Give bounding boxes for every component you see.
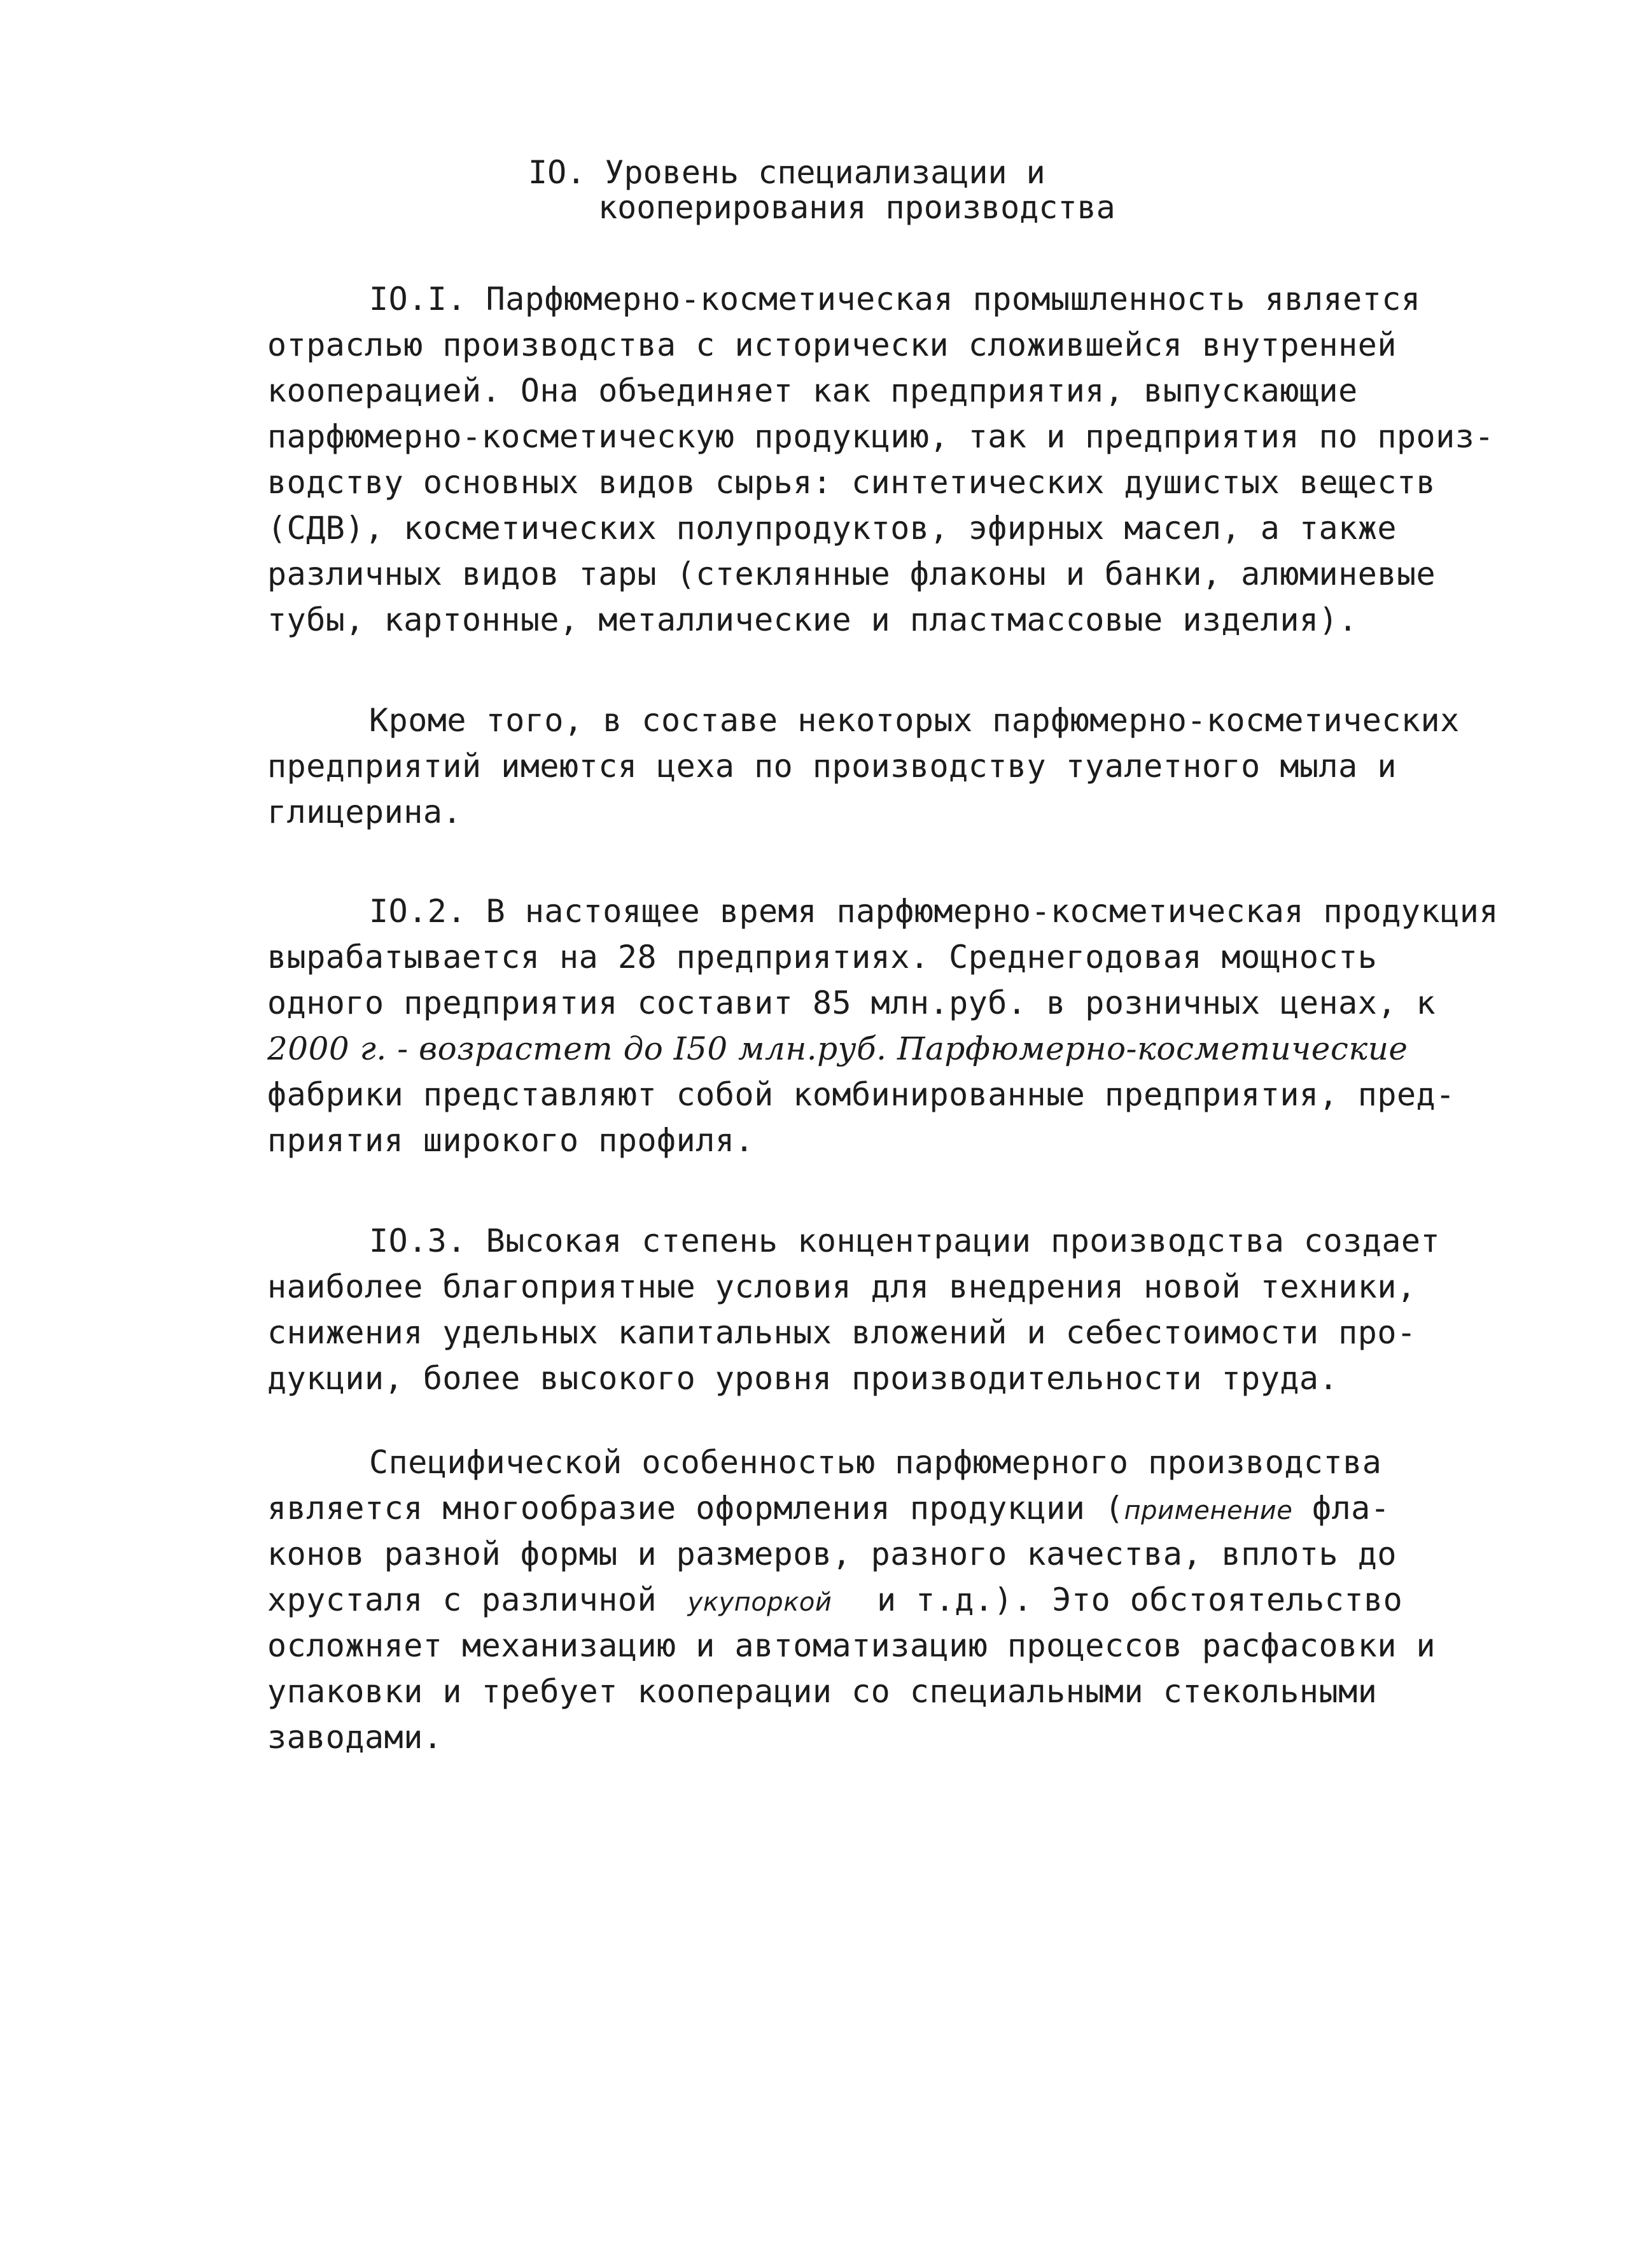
text-line: наиболее благоприятные условия для внедрения новой техники, <box>267 1268 1416 1305</box>
text-line: IO.I. Парфюмерно-косметическая промышленность является <box>369 281 1421 318</box>
text-line: 2000 г. - возрастет до I50 млн.руб. Парфюмерно-косметические <box>267 1030 1408 1067</box>
text-line: упаковки и требует кооперации со специальными стекольными <box>267 1673 1378 1710</box>
text-segment: является многообразие оформления продукции ( <box>267 1490 1124 1527</box>
text-line: (СДВ), косметических полупродуктов, эфирных масел, а также <box>267 510 1397 547</box>
text-line: различных видов тары (стеклянные флаконы и банки, алюминевые <box>267 556 1436 592</box>
text-line: одного предприятия составит 85 млн.руб. в розничных ценах, к <box>267 984 1436 1021</box>
text-segment: хрусталя с различной <box>267 1581 657 1618</box>
text-line: дукции, более высокого уровня производительности труда. <box>267 1360 1339 1397</box>
text-line: IO.3. Высокая степень концентрации производства создает <box>369 1222 1441 1259</box>
text-segment: фла- <box>1292 1490 1390 1527</box>
heading-line-2: кооперирования производства <box>598 189 1115 226</box>
handwritten-insert: укупоркой <box>687 1588 832 1617</box>
text-line: парфюмерно-косметическую продукцию, так и предприятия по произ- <box>267 418 1494 455</box>
text-line: IO.2. В настоящее время парфюмерно-косметическая продукция <box>369 893 1499 930</box>
handwritten-insert: применение <box>1124 1496 1293 1525</box>
text-line: отраслью производства с исторически сложившейся внутренней <box>267 326 1397 363</box>
text-segment: и т.д.). Это обстоятельство <box>876 1581 1403 1618</box>
text-line: Специфической особенностью парфюмерного производства <box>369 1444 1382 1481</box>
text-line: кооперацией. Она объединяет как предприятия, выпускающие <box>267 372 1358 409</box>
text-line: тубы, картонные, металлические и пластмассовые изделия). <box>267 601 1358 638</box>
text-line: фабрики представляют собой комбинированные предприятия, пред- <box>267 1076 1455 1113</box>
text-line: Кроме того, в составе некоторых парфюмерно-косметических <box>369 702 1460 739</box>
text-line: конов разной формы и размеров, разного качества, вплоть до <box>267 1536 1397 1572</box>
text-line: осложняет механизацию и автоматизацию процессов расфасовки и <box>267 1627 1436 1664</box>
heading-line-1: IO. Уровень специализации и <box>528 154 1045 191</box>
text-line: приятия широкого профиля. <box>267 1122 755 1159</box>
text-line: предприятий имеются цеха по производству туалетного мыла и <box>267 748 1397 785</box>
text-line: заводами. <box>267 1719 443 1756</box>
text-line: глицерина. <box>267 794 463 830</box>
text-line <box>267 1488 1390 1531</box>
text-line: водству основных видов сырья: синтетических душистых веществ <box>267 464 1436 501</box>
text-line: вырабатывается на 28 предприятиях. Среднегодовая мощность <box>267 939 1378 976</box>
text-line: снижения удельных капитальных вложений и себестоимости про- <box>267 1314 1416 1351</box>
text-line <box>267 1579 1402 1623</box>
